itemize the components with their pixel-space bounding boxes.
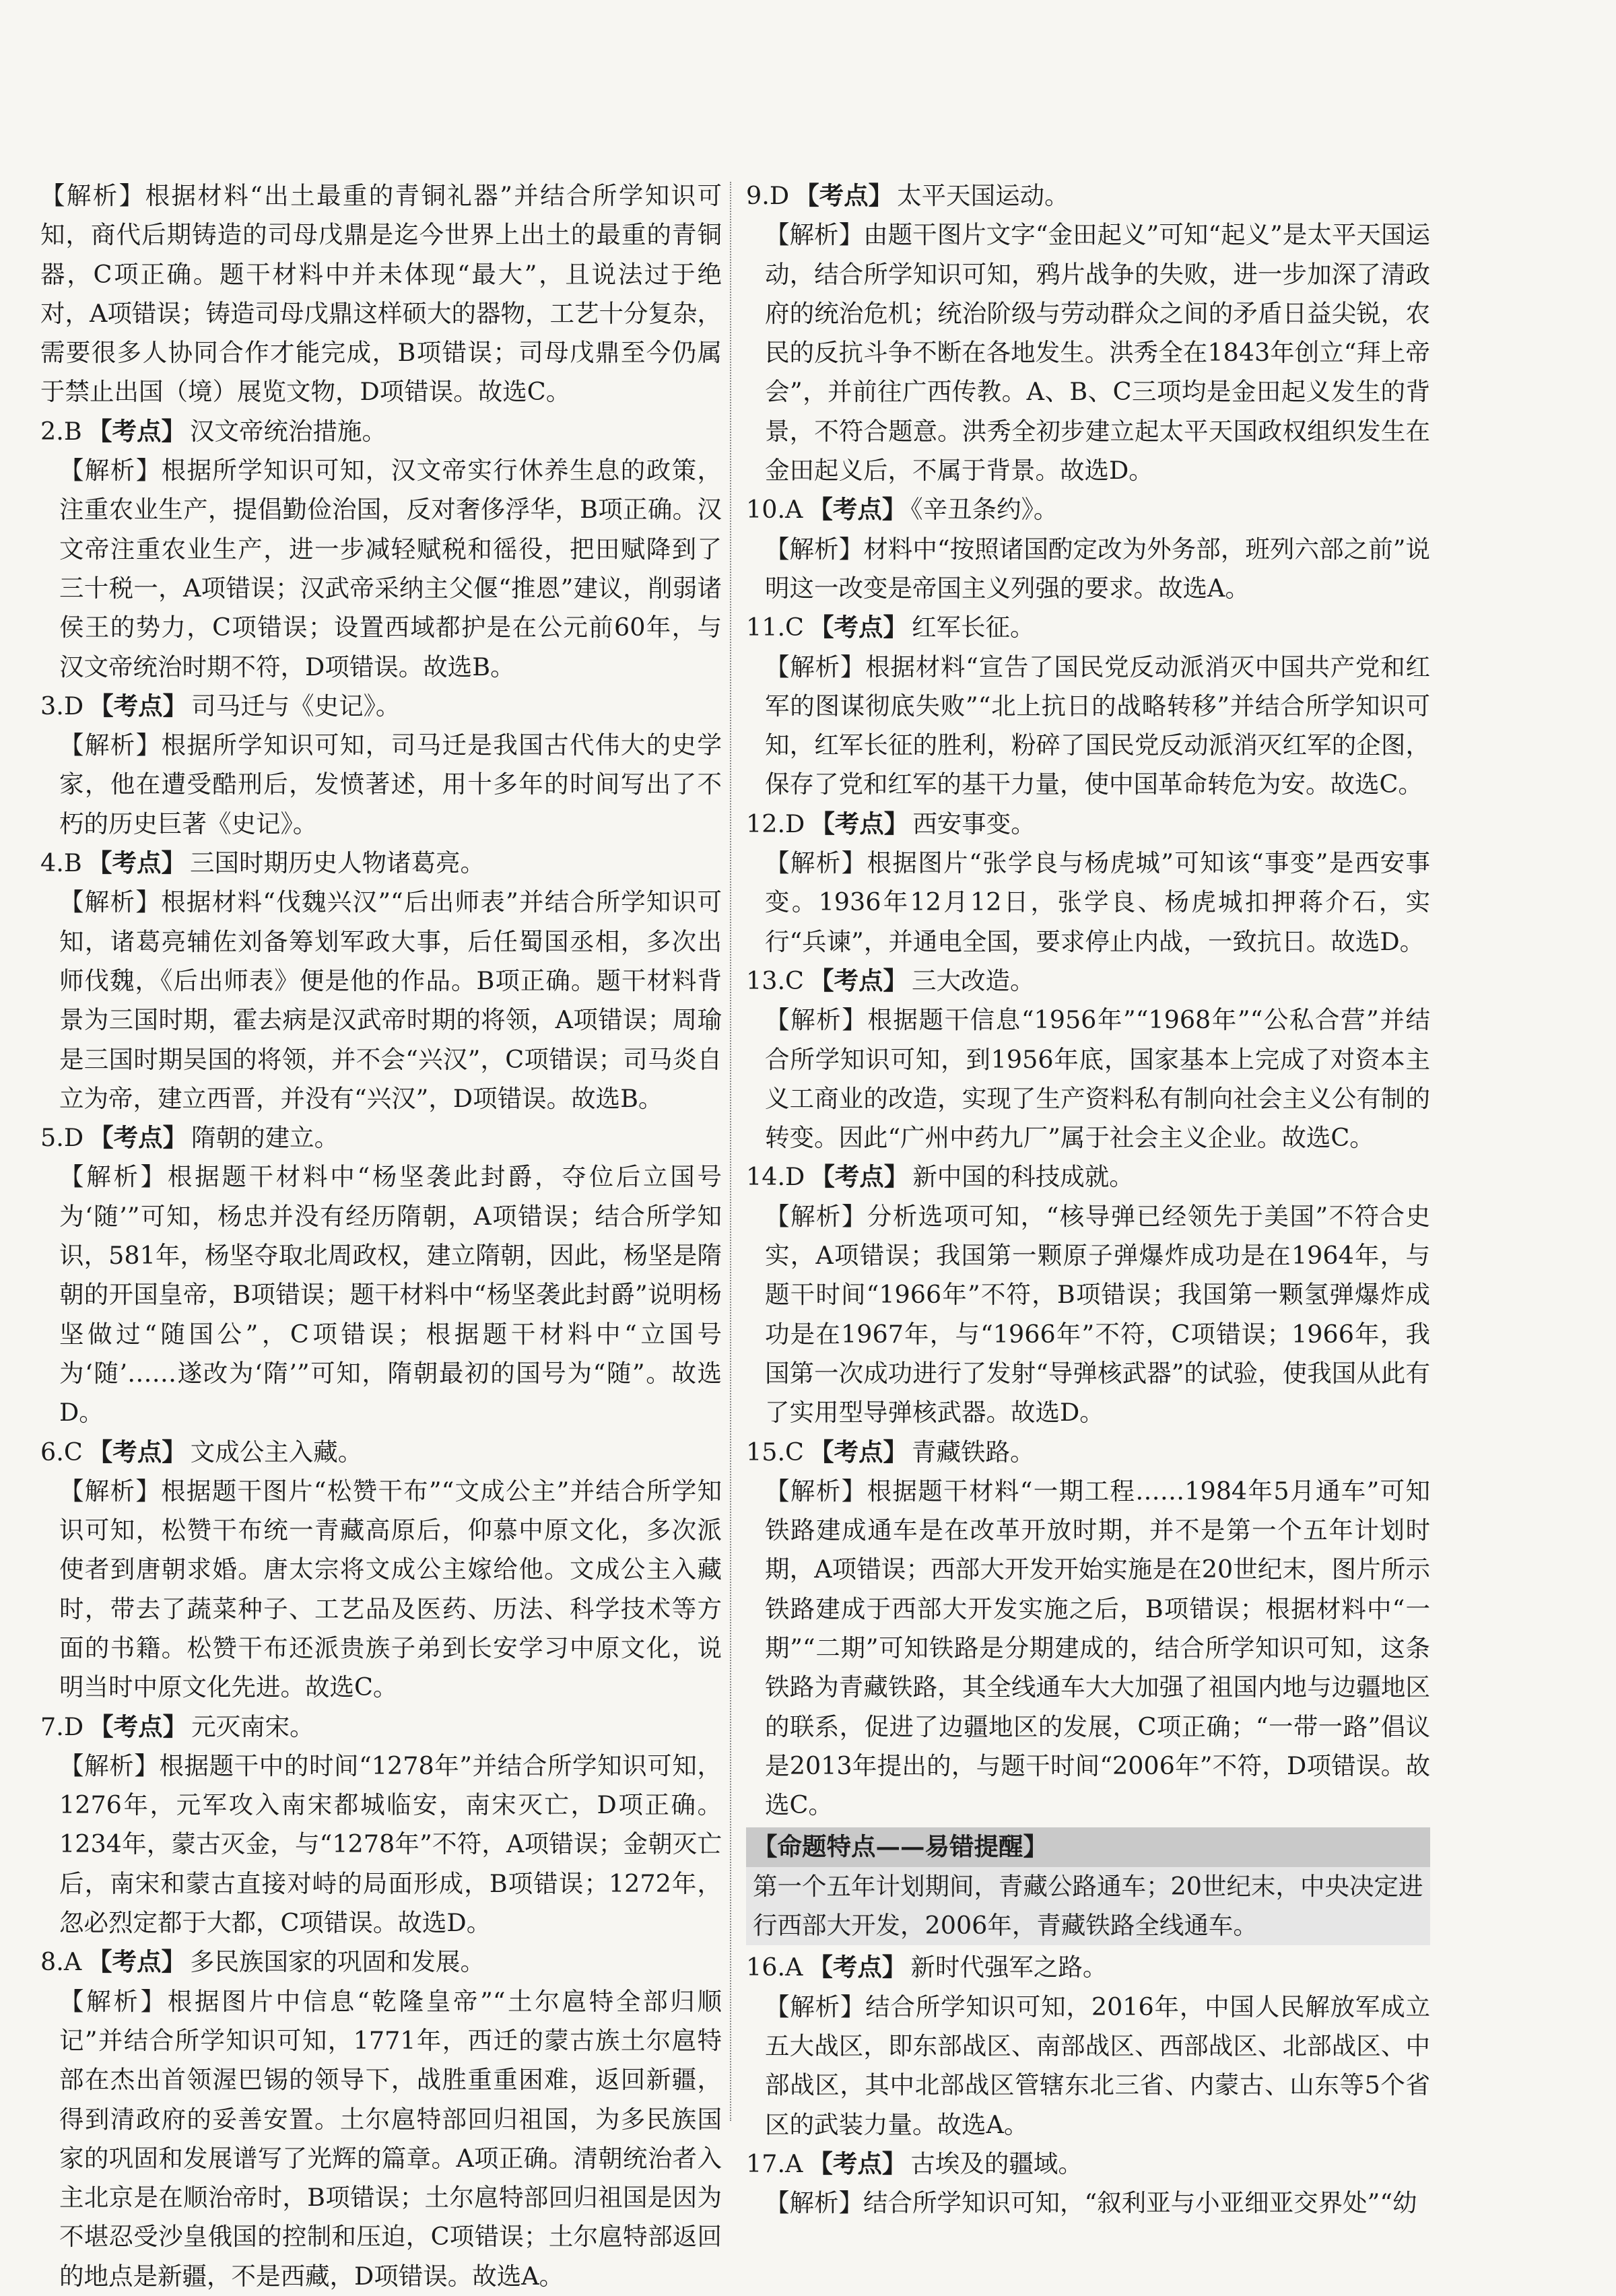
question-number: 9.D [746,181,790,210]
kaodian-label: 【考点】 [88,1947,186,1977]
analysis-text: 【解析】结合所学知识可知，“叙利亚与小亚细亚交界处”“幼 [765,2188,1417,2218]
column-divider [730,182,731,2121]
kaodian-text: 隋朝的建立。 [191,1123,339,1153]
question-17 [746,2145,1430,2223]
analysis-text: 【解析】根据所学知识可知，司马迁是我国古代伟大的史学家，他在遭受酷刑后，发愤著述，用十多年的时间写出了不朽的历史巨著《史记》。 [59,731,722,838]
kaodian-label: 【考点】 [88,1437,187,1466]
kaodian-label: 【考点】 [809,1437,908,1466]
kaodian-label: 【考点】 [809,613,908,642]
analysis-text: 【解析】根据题干图片“松赞干布”“文成公主”并结合所学知识可知，松赞干布统一青藏高原后，仰慕中原文化，多次派使者到唐朝求婚。唐太宗将文成公主嫁给他。文成公主入藏时，带去了蔬菜种子、工艺品及医药、历法、科学技术等方面的书籍。松赞干布还派贵族子弟到长安学习中原文化，说明当时中原文化先进。故选C。 [59,1476,722,1702]
kaodian-label: 【考点】 [810,809,909,838]
question-16 [746,1948,1430,2144]
kaodian-label: 【考点】 [89,691,188,720]
question-number: 4.B [40,848,82,878]
kaodian-text: 司马迁与《史记》。 [191,691,401,720]
question-4 [40,844,722,1118]
question-number: 5.D [40,1123,84,1153]
question-number: 15.C [746,1437,804,1466]
kaodian-label: 【考点】 [88,416,186,446]
analysis-text: 【解析】根据材料“宣告了国民党反动派消灭中国共产党和红军的图谋彻底失败”“北上抗日的战略转移”并结合所学知识可知，红军长征的胜利，粉碎了国民党反动派消灭红军的企图，保存了党和红军的基干力量，使中国革命转危为安。故选C。 [765,652,1430,799]
analysis-text: 【解析】根据题干信息“1956年”“1968年”“公私合营”并结合所学知识可知，到1956年底，国家基本上完成了对资本主义工商业的改造，实现了生产资料私有制向社会主义公有制的转变。因此“广州中药九厂”属于社会主义企业。故选C。 [765,1005,1430,1153]
kaodian-text: 汉文帝统治措施。 [190,416,386,446]
kaodian-label: 【考点】 [808,495,907,525]
kaodian-label: 【考点】 [808,2149,907,2178]
kaodian-text: 《辛丑条约》。 [910,495,1058,525]
question-number: 13.C [746,966,804,995]
analysis-text: 【解析】根据图片“张学良与杨虎城”可知该“事变”是西安事变。1936年12月12日，张学良、杨虎城扣押蒋介石，实行“兵谏”，并通电全国，要求停止内战，一致抗日。故选D。 [765,848,1430,956]
analysis-text: 【解析】材料中“按照诸国酌定改为外务部，班列六部之前”说明这一改变是帝国主义列强的要求。故选A。 [765,534,1430,603]
question-15 [746,1433,1430,1825]
analysis-text: 【解析】根据所学知识可知，汉文帝实行休养生息的政策，注重农业生产，提倡勤俭治国，反对奢侈浮华，B项正确。汉文帝注重农业生产，进一步减轻赋税和徭役，把田赋降到了三十税一，A项错误；汉武帝采纳主父偃“推恩”建议，削弱诸侯王的势力，C项错误；设置西域都护是在公元前60年，与汉文帝统治时期不符，D项错误。故选B。 [59,456,722,681]
kaodian-label: 【考点】 [89,1712,188,1741]
question-number: 2.B [40,416,82,446]
question-9 [746,176,1430,490]
analysis-text: 【解析】根据题干中的时间“1278年”并结合所学知识可知，1276年，元军攻入南宋都城临安，南宋灭亡，D项正确。1234年，蒙古灭金，与“1278年”不符，A项错误；金朝灭亡后，南宋和蒙古直接对峙的局面形成，B项错误；1272年，忽必烈定都于大都，C项错误。故选D。 [59,1751,722,1938]
analysis-text: 【解析】由题干图片文字“金田起义”可知“起义”是太平天国运动，结合所学知识可知，鸦片战争的失败，进一步加深了清政府的统治危机；统治阶级与劳动群众之间的矛盾日益尖锐，农民的反抗斗争不断在各地发生。洪秀全在1843年创立“拜上帝会”，并前往广西传教。A、B、C三项均是金田起义发生的背景，不符合题意。洪秀全初步建立起太平天国政权组织发生在金田起义后，不属于背景。故选D。 [765,220,1430,485]
question-number: 17.A [746,2149,803,2178]
kaodian-text: 多民族国家的巩固和发展。 [190,1947,485,1977]
kaodian-text: 西安事变。 [912,809,1036,838]
kaodian-label: 【考点】 [795,181,894,210]
kaodian-label: 【考点】 [809,966,908,995]
kaodian-text: 太平天国运动。 [897,181,1069,210]
question-10 [746,490,1430,608]
question-number: 8.A [40,1947,82,1977]
question-number: 14.D [746,1162,805,1192]
question-number: 7.D [40,1712,84,1741]
analysis-text: 【解析】根据题干材料“一期工程……1984年5月通车”可知铁路建成通车是在改革开放时期，并不是第一个五年计划时期，A项错误；西部大开发开始实施是在20世纪末，图片所示铁路建成于西部大开发实施之后，B项错误；根据材料中“一期”“二期”可知铁路是分期建成的，结合所学知识可知，这条铁路为青藏铁路，其全线通车大大加强了祖国内地与边疆地区的联系，促进了边疆地区的发展，C项正确；“一带一路”倡议是2013年提出的，与题干时间“2006年”不符，D项错误。故选C。 [765,1476,1430,1820]
question-13 [746,961,1430,1157]
question-3 [40,687,722,844]
question-5 [40,1118,722,1432]
kaodian-label: 【考点】 [89,1123,188,1153]
analysis-text: 【解析】根据题干材料中“杨坚袭此封爵，夺位后立国号为‘随’”可知，杨忠并没有经历隋朝，A项错误；结合所学知识，581年，杨坚夺取北周政权，建立隋朝，因此，杨坚是隋朝的开国皇帝，B项错误；题干材料中“杨坚袭此封爵”说明杨坚做过“随国公”，C项错误；根据题干材料中“立国号为‘随’……遂改为‘隋’”可知，隋朝最初的国号为“随”。故选D。 [59,1162,722,1427]
kaodian-label: 【考点】 [810,1162,909,1192]
kaodian-text: 三国时期历史人物诸葛亮。 [190,848,485,878]
analysis-text: 【解析】根据材料“伐魏兴汉”“后出师表”并结合所学知识可知，诸葛亮辅佐刘备筹划军政大事，后任蜀国丞相，多次出师伐魏，《后出师表》便是他的作品。B项正确。题干材料背景为三国时期，霍去病是汉武帝时期的将领，A项错误；周瑜是三国时期吴国的将领，并不会“兴汉”，C项错误；司马炎自立为帝，建立西晋，并没有“兴汉”，D项错误。故选B。 [59,887,722,1113]
error-tip-box [746,1827,1430,1945]
kaodian-text: 新中国的科技成就。 [912,1162,1134,1192]
question-6 [40,1433,722,1708]
question-2 [40,412,722,687]
right-column [746,176,1430,2223]
kaodian-text: 文成公主入藏。 [190,1437,363,1466]
question-number: 3.D [40,691,84,720]
question-14 [746,1157,1430,1432]
question-number: 16.A [746,1953,803,1982]
kaodian-text: 古埃及的疆域。 [910,2149,1083,2178]
question-7 [40,1708,722,1943]
analysis-text: 【解析】根据图片中信息“乾隆皇帝”“土尔扈特全部归顺记”并结合所学知识可知，1771年，西迁的蒙古族土尔扈特部在杰出首领渥巴锡的领导下，战胜重重困难，返回新疆，得到清政府的妥善安置。土尔扈特部回归祖国，为多民族国家的巩固和发展谱写了光辉的篇章。A项正确。清朝统治者入主北京是在顺治帝时，B项错误；土尔扈特部回归祖国是因为不堪忍受沙皇俄国的控制和压迫，C项错误；土尔扈特部返回的地点是新疆，不是西藏，D项错误。故选A。 [59,1986,722,2291]
error-tip-body: 第一个五年计划期间，青藏公路通车；20世纪末，中央决定进行西部大开发，2006年，青藏铁路全线通车。 [746,1867,1430,1946]
analysis-text: 【解析】分析选项可知，“核导弹已经领先于美国”不符合史实，A项错误；我国第一颗原子弹爆炸成功是在1964年，与题干时间“1966年”不符，B项错误；我国第一颗氢弹爆炸成功是在1967年，与“1966年”不符，C项错误；1966年，我国第一次成功进行了发射“导弹核武器”的试验，使我国从此有了实用型导弹核武器。故选D。 [765,1201,1430,1427]
kaodian-label: 【考点】 [808,1953,907,1982]
question-number: 12.D [746,809,805,838]
left-column [40,176,722,2296]
kaodian-text: 青藏铁路。 [911,1437,1035,1466]
kaodian-label: 【考点】 [88,848,186,878]
question-number: 6.C [40,1437,83,1466]
question-11 [746,608,1430,804]
kaodian-text: 元灭南宋。 [191,1712,314,1741]
kaodian-text: 红军长征。 [911,613,1035,642]
question-8 [40,1943,722,2296]
q1-analysis-continuation: 【解析】根据材料“出土最重的青铜礼器”并结合所学知识可知，商代后期铸造的司母戊鼎是迄今世界上出土的最重的青铜器，C项正确。题干材料中并未体现“最大”，且说法过于绝对，A项错误；铸造司母戊鼎这样硕大的器物，工艺十分复杂，需要很多人协同合作才能完成，B项错误；司母戊鼎至今仍属于禁止出国（境）展览文物，D项错误。故选C。 [40,181,722,407]
question-12 [746,805,1430,961]
question-number: 11.C [746,613,804,642]
error-tip-title: 【命题特点——易错提醒】 [746,1827,1430,1866]
kaodian-text: 三大改造。 [911,966,1035,995]
analysis-text: 【解析】结合所学知识可知，2016年，中国人民解放军成立五大战区，即东部战区、南部战区、西部战区、北部战区、中部战区，其中北部战区管辖东北三省、内蒙古、山东等5个省区的武装力量。故选A。 [765,1992,1430,2139]
question-number: 10.A [746,495,803,525]
kaodian-text: 新时代强军之路。 [910,1953,1108,1982]
